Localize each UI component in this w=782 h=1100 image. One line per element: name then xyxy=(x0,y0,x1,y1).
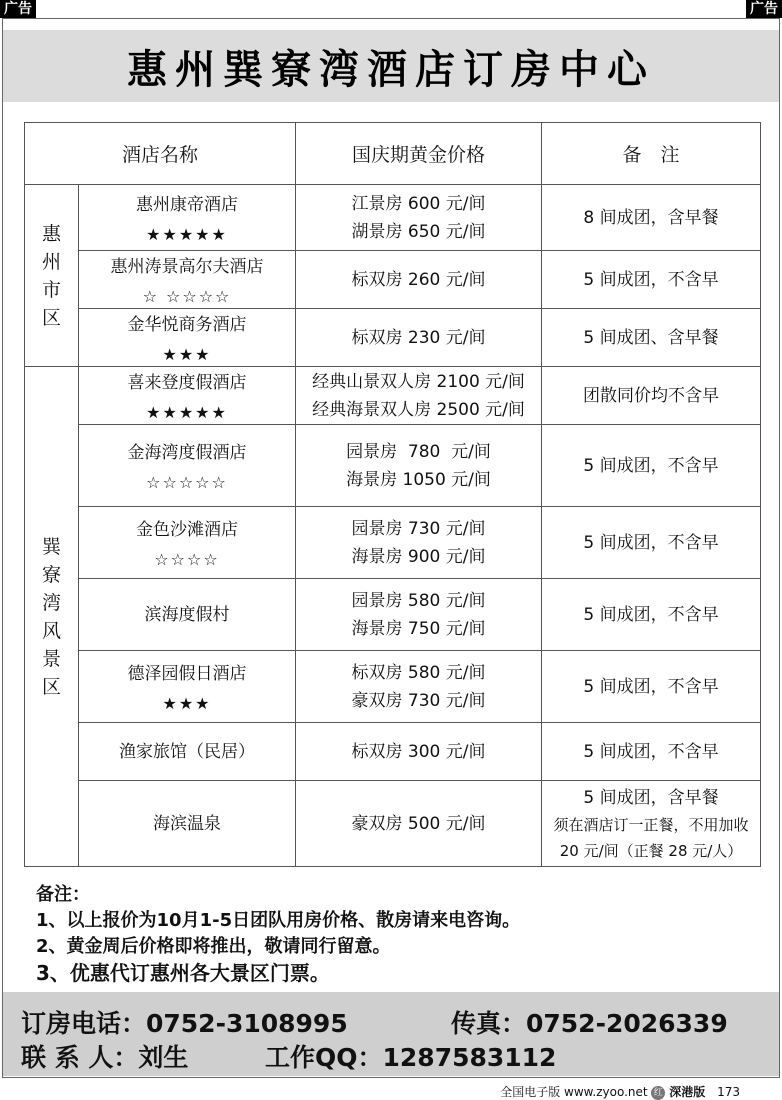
work-qq: 工作QQ：1287583112 xyxy=(265,1043,557,1072)
table-row xyxy=(25,425,761,507)
hotel-name: 喜来登度假酒店 xyxy=(127,373,247,393)
hotel-name: 金色沙滩酒店 xyxy=(136,520,238,540)
star-rating: ★★★★★ xyxy=(146,225,228,244)
header-remark: 备 注 xyxy=(542,123,761,185)
notes-heading: 备注： xyxy=(36,884,90,905)
table-row xyxy=(25,723,761,781)
note-item: 2、黄金周后价格即将推出，敬请同行留意。 xyxy=(36,936,391,957)
star-rating: ★★★★★ xyxy=(146,403,228,422)
price-line: 海景房 750 元/间 xyxy=(351,618,486,639)
remark: 5 间成团，不含早 xyxy=(583,269,719,290)
hotel-name: 金海湾度假酒店 xyxy=(127,443,247,463)
booking-phone: 订房电话：0752-3108995 xyxy=(21,1009,348,1038)
table-row xyxy=(25,185,761,251)
star-rating: ★★★ xyxy=(162,694,212,713)
remark: 5 间成团，不含早 xyxy=(583,455,719,476)
table-row xyxy=(25,579,761,651)
title-band xyxy=(3,30,779,102)
header-price: 国庆期黄金价格 xyxy=(296,123,542,185)
hotel-name: 渔家旅馆（民居） xyxy=(119,741,255,762)
ad-label-right: 广告 xyxy=(746,0,782,18)
area-xunliao xyxy=(25,367,79,867)
table-row xyxy=(25,367,761,425)
note-item: 3、优惠代订惠州各大景区门票。 xyxy=(36,961,330,985)
edition-badge: 红 xyxy=(651,1086,665,1100)
price-line: 标双房 300 元/间 xyxy=(351,741,486,762)
remark: 团散同价均不含早 xyxy=(583,385,720,406)
price-line: 园景房 730 元/间 xyxy=(351,518,486,539)
area-label: 巽寮湾风景区 xyxy=(41,535,61,698)
price-line: 园景房 780 元/间 xyxy=(346,441,491,462)
price-line: 豪双房 500 元/间 xyxy=(351,813,486,834)
ad-label-left: 广告 xyxy=(0,0,36,18)
hotel-name: 德泽园假日酒店 xyxy=(127,664,247,684)
star-rating: ☆☆☆☆☆ xyxy=(146,473,228,492)
table-row xyxy=(25,251,761,309)
header-hotel-name: 酒店名称 xyxy=(25,123,296,185)
remark: 5 间成团、含早餐 xyxy=(583,327,719,348)
fax: 传真：0752-2026339 xyxy=(451,1009,728,1038)
price-line: 园景房 580 元/间 xyxy=(351,590,486,611)
price-line: 标双房 580 元/间 xyxy=(351,662,486,683)
contact-person: 联 系 人：刘生 xyxy=(21,1043,189,1072)
star-rating: ☆ ☆☆☆☆ xyxy=(142,287,232,306)
price-table xyxy=(24,122,761,867)
remark-detail: 须在酒店订一正餐，不用加收 xyxy=(553,815,749,834)
area-label: 惠州市区 xyxy=(41,222,61,329)
table-row xyxy=(25,507,761,579)
note-item: 1、以上报价为10月1-5日团队用房价格、散房请来电咨询。 xyxy=(36,910,521,931)
contact-band xyxy=(3,992,779,1076)
footer-edition: 深港版 xyxy=(669,1085,706,1099)
price-line: 江景房 600 元/间 xyxy=(351,193,486,214)
table-row xyxy=(25,781,761,867)
page-footer xyxy=(500,1083,740,1100)
remark: 5 间成团，不含早 xyxy=(583,604,719,625)
table-row xyxy=(25,651,761,723)
page-number: 173 xyxy=(717,1085,740,1099)
hotel-name: 惠州涛景高尔夫酒店 xyxy=(110,257,264,277)
remark: 5 间成团，含早餐 xyxy=(583,787,719,808)
hotel-name: 惠州康帝酒店 xyxy=(136,195,238,215)
hotel-name: 海滨温泉 xyxy=(153,813,221,834)
hotel-name: 金华悦商务酒店 xyxy=(127,315,247,335)
price-line: 湖景房 650 元/间 xyxy=(351,221,486,242)
table-header-row xyxy=(25,123,761,185)
footer-site: 全国电子版 www.zyoo.net xyxy=(500,1085,648,1099)
remark: 5 间成团，不含早 xyxy=(583,741,719,762)
price-line: 标双房 230 元/间 xyxy=(351,327,486,348)
remark: 5 间成团，不含早 xyxy=(583,676,719,697)
price-line: 海景房 900 元/间 xyxy=(351,546,486,567)
price-line: 豪双房 730 元/间 xyxy=(351,690,486,711)
remark: 5 间成团，不含早 xyxy=(583,532,719,553)
price-line: 经典山景双人房 2100 元/间 xyxy=(312,371,525,392)
area-huizhou xyxy=(25,185,79,367)
page-title: 惠州巽寮湾酒店订房中心 xyxy=(127,46,655,93)
table-row xyxy=(25,309,761,367)
star-rating: ★★★ xyxy=(162,345,212,364)
notes xyxy=(36,882,520,986)
remark: 8 间成团，含早餐 xyxy=(583,207,719,228)
hotel-name: 滨海度假村 xyxy=(144,604,230,625)
price-line: 标双房 260 元/间 xyxy=(351,269,486,290)
price-line: 经典海景双人房 2500 元/间 xyxy=(312,399,525,420)
price-line: 海景房 1050 元/间 xyxy=(346,469,491,490)
star-rating: ☆☆☆☆ xyxy=(154,550,220,569)
remark-detail: 20 元/间（正餐 28 元/人） xyxy=(559,841,743,860)
